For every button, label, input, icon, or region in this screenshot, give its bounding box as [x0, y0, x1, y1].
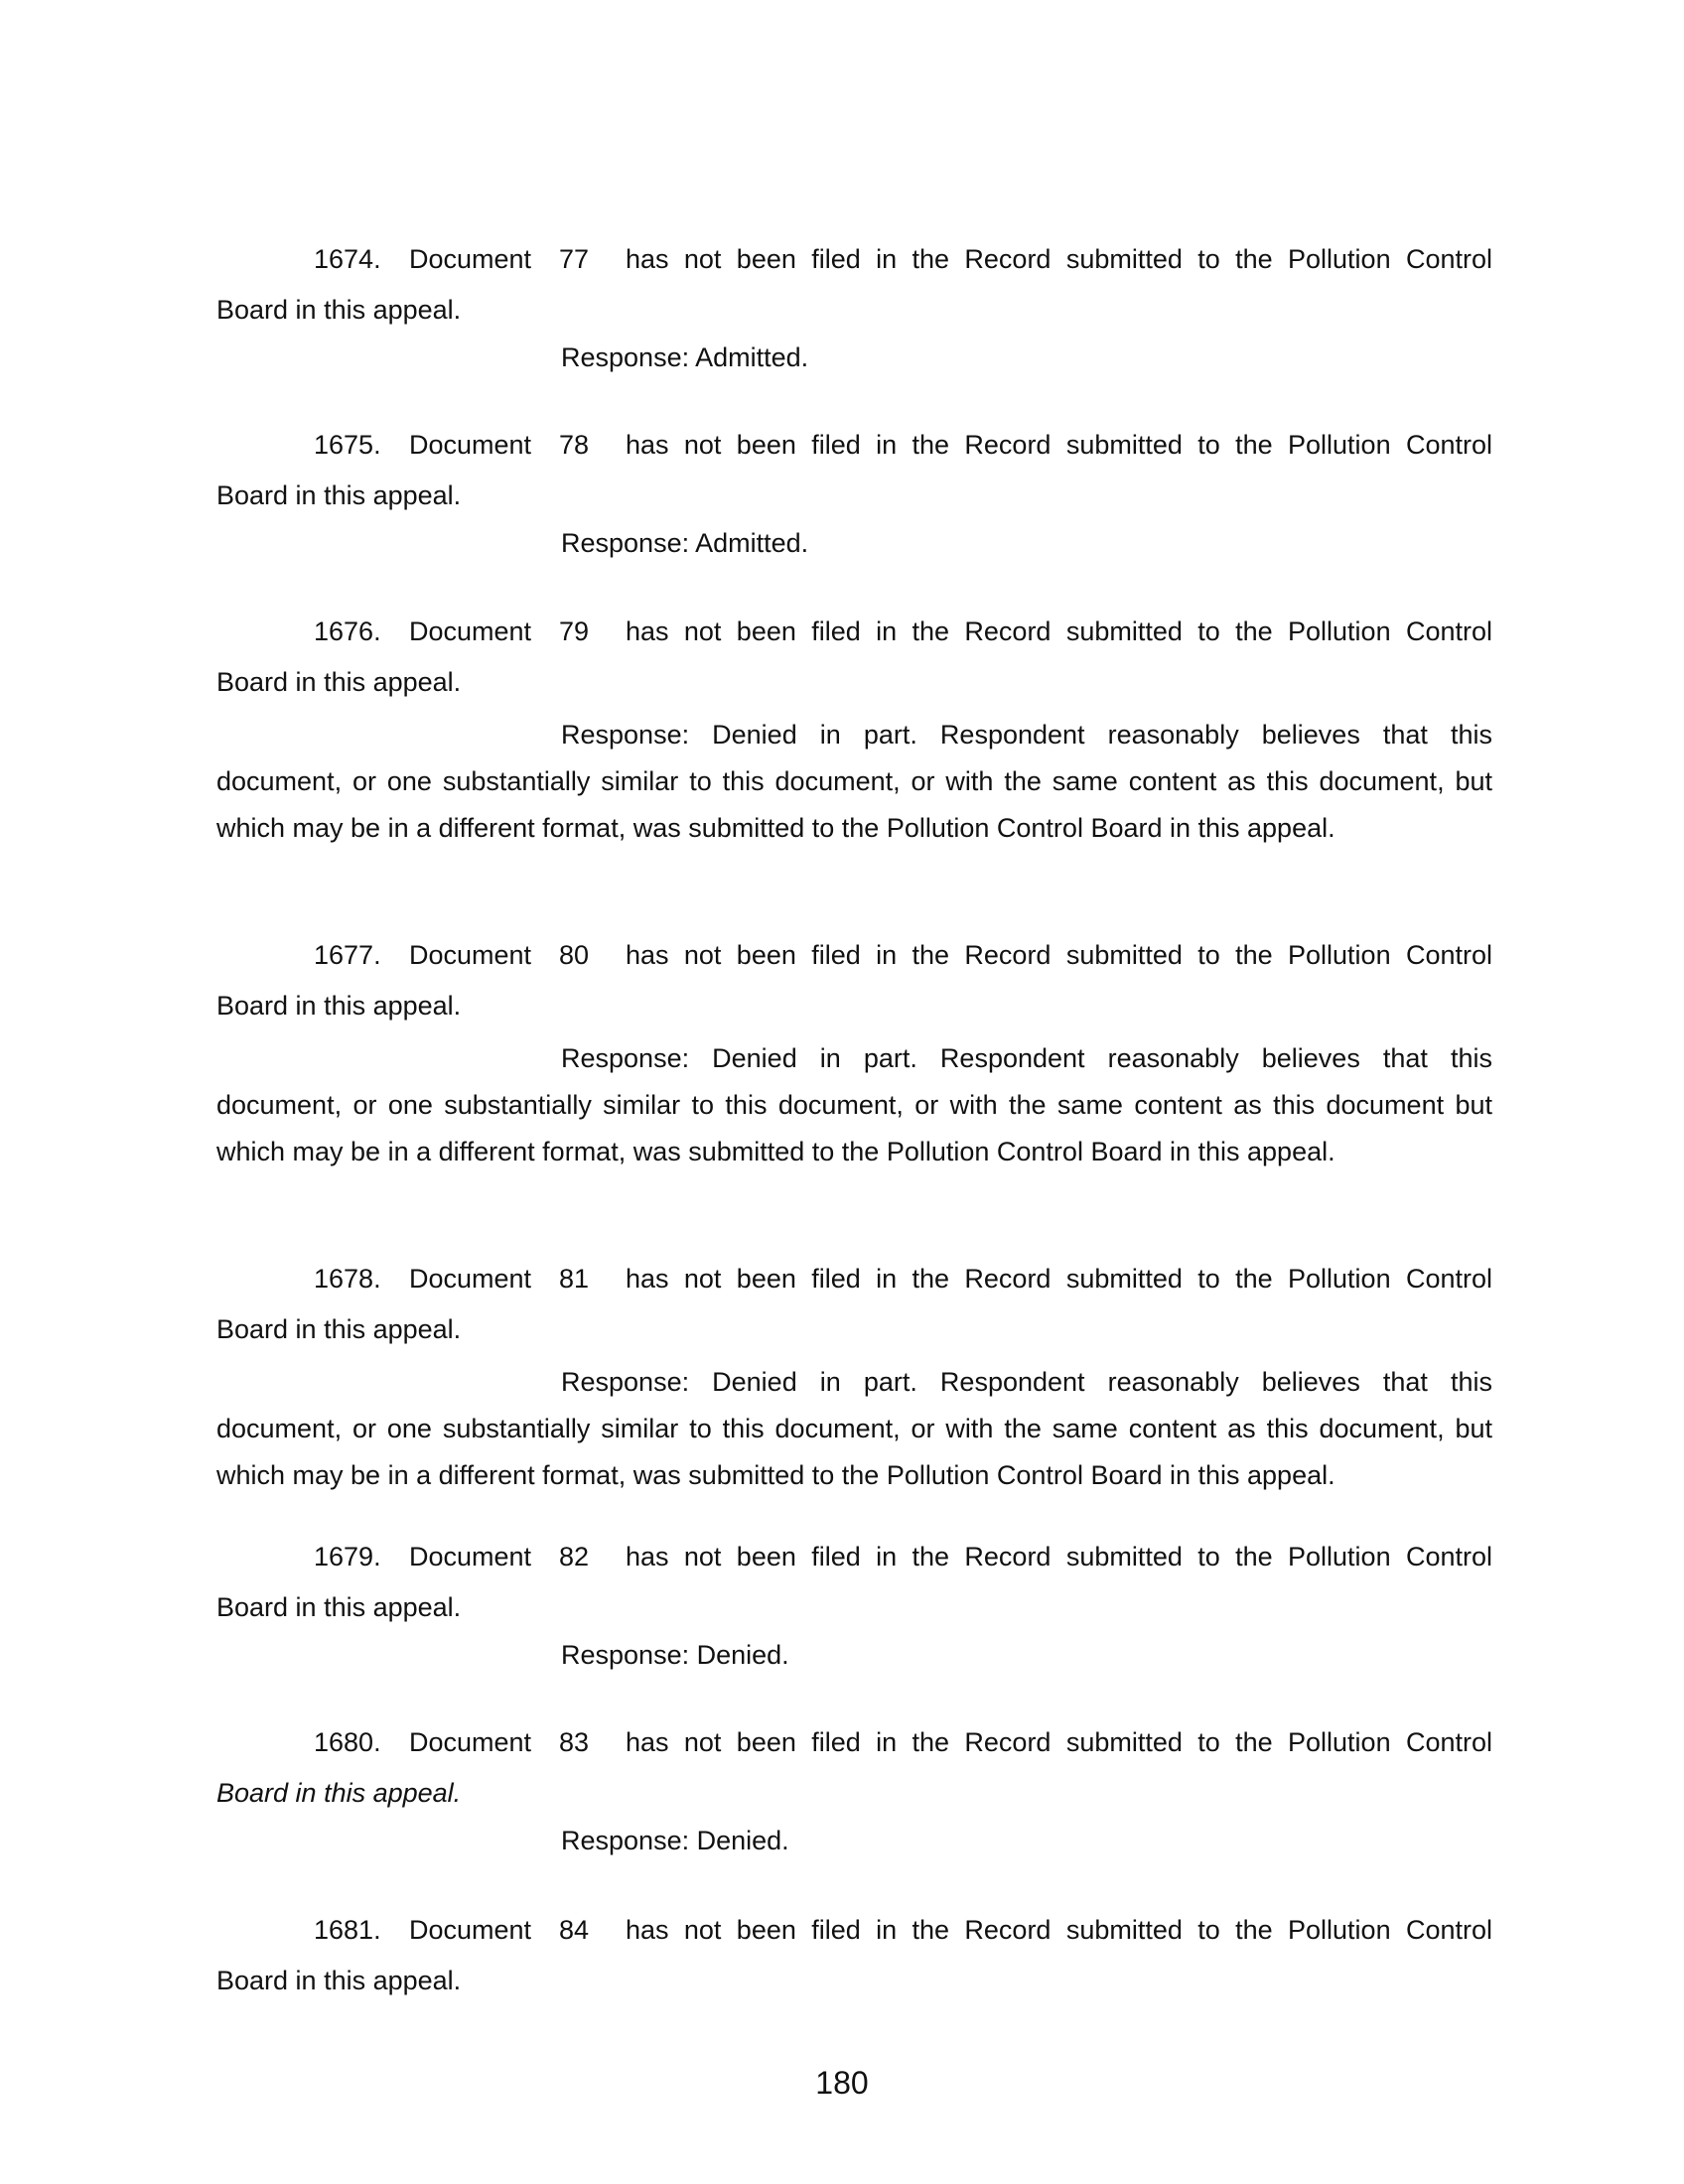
- paragraph-text: has not been filed in the Record submitted to the Pollution Control: [626, 1264, 1492, 1294]
- document-label: Document: [409, 1727, 532, 1757]
- paragraph-1675: [216, 430, 1492, 573]
- paragraph-continuation: Board in this appeal.: [216, 295, 462, 325]
- paragraph-1679: [216, 1542, 1492, 1685]
- document-number: 78: [559, 430, 590, 460]
- response-body: Response: Denied in part. Respondent reasonably believes that this document, or one substantially similar to this document, or with the same content as this document, but which may be in a different format, was submitted to the Pollution Control Board in this appeal.: [216, 720, 1492, 843]
- document-label: Document: [409, 1264, 532, 1294]
- document-number: 77: [559, 244, 590, 274]
- paragraph-1680: [216, 1727, 1492, 1870]
- paragraph-line: [216, 244, 1492, 292]
- paragraph-continuation: Board in this appeal.: [216, 1592, 462, 1622]
- paragraph-1676: [216, 616, 1492, 852]
- document-label: Document: [409, 1915, 532, 1945]
- paragraph-line: [216, 1727, 1492, 1775]
- document-number: 80: [559, 940, 590, 970]
- page-number: 180: [815, 2065, 869, 2101]
- paragraph-line: [216, 940, 1492, 988]
- paragraph-number: 1679.: [314, 1542, 381, 1571]
- document-label: Document: [409, 1542, 532, 1571]
- document-number: 79: [559, 616, 590, 646]
- document-number: 83: [559, 1727, 590, 1757]
- paragraph-line: [216, 616, 1492, 664]
- response-text: [216, 1035, 1492, 1175]
- paragraph-line: [216, 1915, 1492, 1963]
- response-text: [216, 1359, 1492, 1499]
- document-label: Document: [409, 430, 532, 460]
- paragraph-continuation: Board in this appeal.: [216, 1966, 462, 1995]
- paragraph-text: has not been filed in the Record submitted to the Pollution Control: [626, 1727, 1492, 1757]
- response-text: Response: Admitted.: [561, 528, 809, 558]
- response-body: Response: Denied in part. Respondent reasonably believes that this document, or one substantially similar to this document, or with the same content as this document but which may be in a different format, was submitted to the Pollution Control Board in this appeal.: [216, 1043, 1492, 1166]
- document-number: 82: [559, 1542, 590, 1571]
- paragraph-1677: [216, 940, 1492, 1175]
- paragraph-1674: [216, 244, 1492, 387]
- document-label: Document: [409, 244, 532, 274]
- paragraph-number: 1675.: [314, 430, 381, 460]
- paragraph-number: 1677.: [314, 940, 381, 970]
- paragraph-continuation: Board in this appeal.: [216, 991, 462, 1021]
- paragraph-line: [216, 1264, 1492, 1311]
- paragraph-number: 1681.: [314, 1915, 381, 1945]
- paragraph-number: 1680.: [314, 1727, 381, 1757]
- response-text: Response: Denied.: [561, 1826, 789, 1855]
- paragraph-number: 1676.: [314, 616, 381, 646]
- paragraph-text: has not been filed in the Record submitted to the Pollution Control: [626, 940, 1492, 970]
- paragraph-continuation: Board in this appeal.: [216, 667, 462, 697]
- response-text: Response: Denied.: [561, 1640, 789, 1670]
- document-number: 81: [559, 1264, 590, 1294]
- paragraph-line: [216, 430, 1492, 478]
- response-text: [216, 712, 1492, 852]
- paragraph-line: [216, 1542, 1492, 1589]
- paragraph-1681: [216, 1915, 1492, 2010]
- document-number: 84: [559, 1915, 590, 1945]
- paragraph-text: has not been filed in the Record submitted to the Pollution Control: [626, 1542, 1492, 1571]
- document-label: Document: [409, 940, 532, 970]
- paragraph-text: has not been filed in the Record submitted to the Pollution Control: [626, 616, 1492, 646]
- paragraph-continuation: Board in this appeal.: [216, 1778, 462, 1808]
- response-body: Response: Denied in part. Respondent reasonably believes that this document, or one substantially similar to this document, or with the same content as this document, but which may be in a different format, was submitted to the Pollution Control Board in this appeal.: [216, 1367, 1492, 1490]
- paragraph-number: 1678.: [314, 1264, 381, 1294]
- paragraph-text: has not been filed in the Record submitted to the Pollution Control: [626, 244, 1492, 274]
- paragraph-text: has not been filed in the Record submitted to the Pollution Control: [626, 430, 1492, 460]
- document-label: Document: [409, 616, 532, 646]
- paragraph-1678: [216, 1264, 1492, 1499]
- paragraph-number: 1674.: [314, 244, 381, 274]
- paragraph-continuation: Board in this appeal.: [216, 1314, 462, 1344]
- paragraph-text: has not been filed in the Record submitted to the Pollution Control: [626, 1915, 1492, 1945]
- paragraph-continuation: Board in this appeal.: [216, 480, 462, 510]
- response-text: Response: Admitted.: [561, 342, 809, 372]
